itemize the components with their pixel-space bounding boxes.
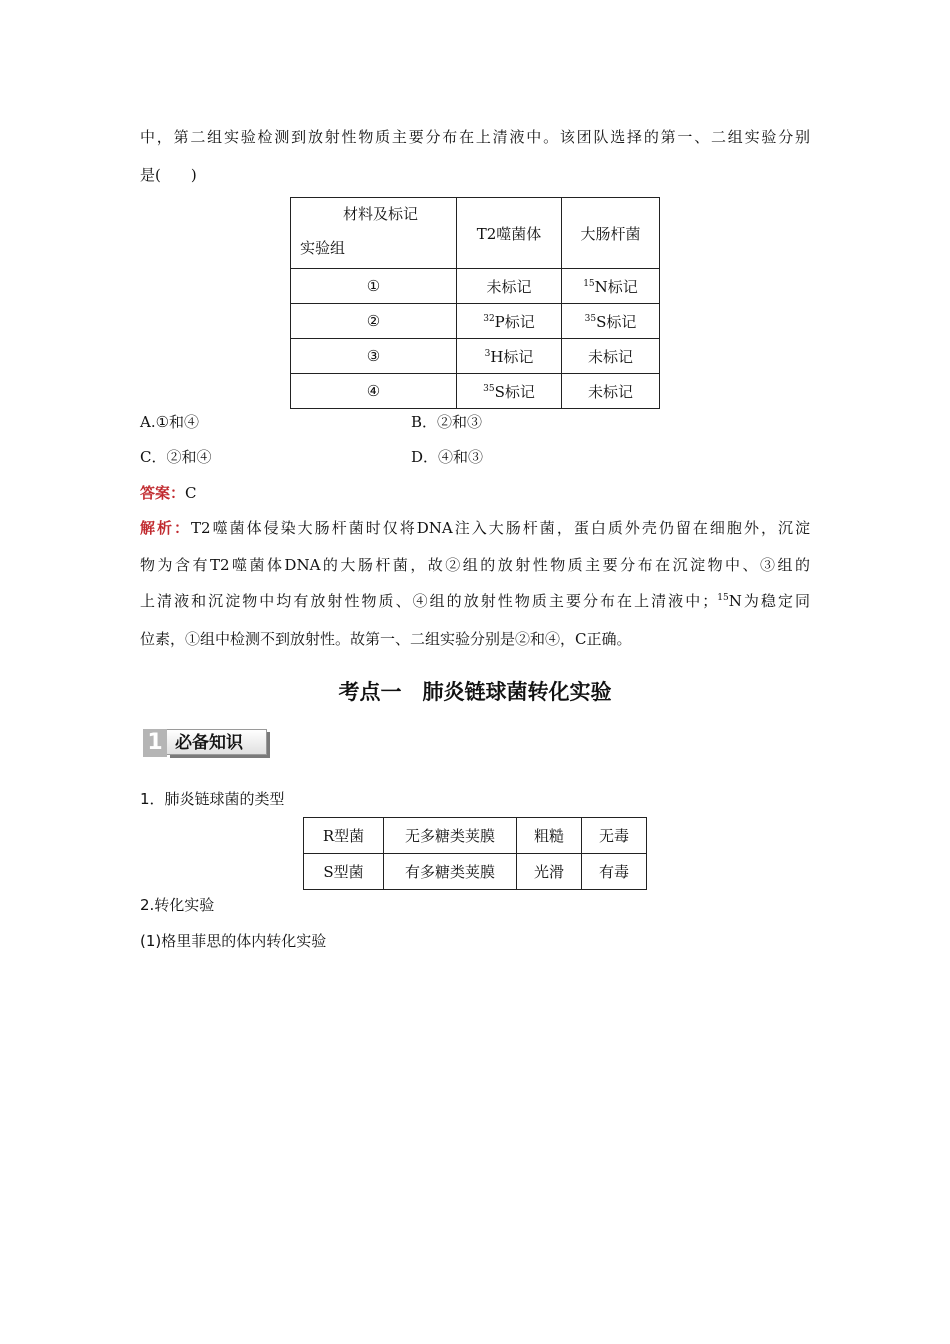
knowledge-badge [140,727,275,759]
option-d: D．④和③ [411,448,484,466]
capsule-cell: 无多糖类荚膜 [384,818,517,854]
question-line-1: 中，第二组实验检测到放射性物质主要分布在上清液中。该团队选择的第一、二组实验分别 [140,128,810,146]
toxicity-cell: 有毒 [582,854,647,890]
analysis-line-1: 解析：T2噬菌体侵染大肠杆菌时仅将DNA注入大肠杆菌，蛋白质外壳仍留在细胞外，沉淀 [140,519,810,537]
answer-line [140,483,197,503]
item-2-title: 2.转化实验 [140,896,215,914]
option-b: B．②和③ [411,413,483,431]
table-row [291,304,660,339]
header-material-label: 材料及标记 [343,205,419,223]
answer-value: C [185,484,197,502]
badge-label: 必备知识 [167,729,267,755]
phage-cell: 未标记 [457,269,562,304]
option-a: A.①和④ [140,413,200,431]
header-phage: T2噬菌体 [457,198,562,269]
phage-cell: $^{35}$S标记 [457,374,562,409]
table-row [291,269,660,304]
group-cell: ④ [291,374,457,409]
section-title: 考点一 肺炎链球菌转化实验 [338,680,612,704]
table-row [304,854,647,890]
table-row [291,339,660,374]
bacteria-type-table [303,817,647,890]
group-cell: ② [291,304,457,339]
header-group-label: 实验组 [300,239,346,257]
toxicity-cell: 无毒 [582,818,647,854]
option-c: C．②和④ [140,448,212,466]
analysis-label: 解析： [140,519,192,537]
header-ecoli: 大肠杆菌 [562,198,660,269]
ecoli-cell: $^{35}$S标记 [562,304,660,339]
group-cell: ③ [291,339,457,374]
item-1-title: 1．肺炎链球菌的类型 [140,790,285,808]
type-cell: R型菌 [304,818,384,854]
ecoli-cell: 未标记 [562,339,660,374]
phage-cell: $^3$H标记 [457,339,562,374]
table-row [304,818,647,854]
item-2-1-title: (1)格里菲思的体内转化实验 [140,932,327,950]
group-cell: ① [291,269,457,304]
colony-cell: 光滑 [517,854,582,890]
phage-cell: $^{32}$P标记 [457,304,562,339]
badge-number: 1 [143,729,167,757]
analysis-line-3: 上清液和沉淀物中均有放射性物质、④组的放射性物质主要分布在上清液中；$^{15}$N为稳定同 [140,592,810,610]
analysis-line-4: 位素，①组中检测不到放射性。故第一、二组实验分别是②和④，C正确。 [140,630,632,648]
capsule-cell: 有多糖类荚膜 [384,854,517,890]
colony-cell: 粗糙 [517,818,582,854]
table-header-corner [291,198,457,269]
ecoli-cell: 未标记 [562,374,660,409]
question-line-2: 是( ) [140,166,197,184]
labeling-table [290,197,660,409]
analysis-line-2: 物为含有T2噬菌体DNA的大肠杆菌，故②组的放射性物质主要分布在沉淀物中、③组的 [140,556,810,574]
answer-label: 答案： [140,484,186,502]
type-cell: S型菌 [304,854,384,890]
table-row [291,374,660,409]
ecoli-cell: $^{15}$N标记 [562,269,660,304]
